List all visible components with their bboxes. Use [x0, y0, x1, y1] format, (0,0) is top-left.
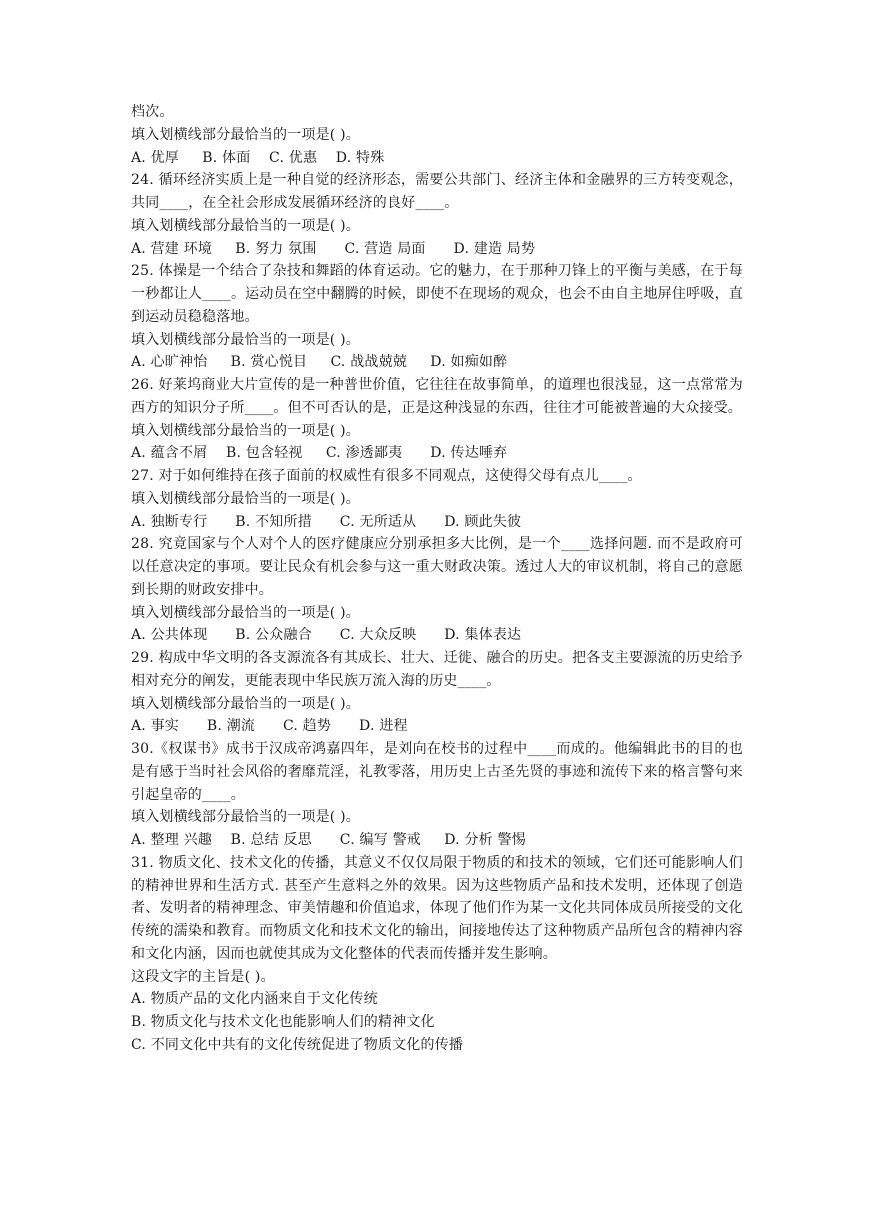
text-line: 填入划横线部分最恰当的一项是( )。: [131, 126, 360, 143]
answer-options: A. 蕴含不屑 B. 包含轻视 C. 渗透鄙夷 D. 传达唾弃: [131, 445, 508, 462]
answer-options: A. 心旷神怡 B. 赏心悦目 C. 战战兢兢 D. 如痴如醉: [131, 354, 508, 371]
text-line: B. 物质文化与技术文化也能影响人们的精神文化: [131, 1014, 435, 1030]
answer-options: A. 整理 兴趣 B. 总结 反思 C. 编写 警戒 D. 分析 警惕: [131, 832, 526, 848]
text-line: 档次。: [131, 104, 174, 120]
document-body: [131, 101, 743, 1057]
question-text: 30.《权谋书》成书于汉成帝鸿嘉四年，是刘向在校书的过程中____而成的。他编辑此书的目的也是有感于当时社会风俗的奢靡荒淫，礼教零落，用历史上古圣先贤的事迹和流传下来的格言警句来引起皇帝的____。: [131, 741, 743, 803]
text-line: 填入划横线部分最恰当的一项是( )。: [131, 331, 360, 348]
answer-options: A. 独断专行 B. 不知所措 C. 无所适从 D. 顾此失彼: [131, 513, 522, 530]
question-text: 31. 物质文化、技术文化的传播，其意义不仅仅局限于物质的和技术的领域，它们还可能影响人们的精神世界和生活方式. 甚至产生意料之外的效果。因为这些物质产品和技术发明，还体现了创造者、发明者的精神理念、审美情趣和价值追求，体现了他们作为某一文化共同体成员所接受的文化传统的濡染和教育。而物质文化和技术文化的输出，间接地传达了这种物质产品所包含的精神内容和文化内涵，因而也就使其成为文化整体的代表而传播并发生影响。: [131, 854, 743, 962]
question-text: 29. 构成中华文明的各支源流各有其成长、壮大、迁徙、融合的历史。把各支主要源流的历史给予相对充分的阐发，更能表现中华民族万流入海的历史____。: [131, 650, 743, 689]
question-text: 28. 究竟国家与个人对个人的医疗健康应分别承担多大比例，是一个____选择问题. 而不是政府可以任意决定的事项。要让民众有机会参与这一重大财政决策。透过人大的审议机制，将自己的意愿到长期的财政安排中。: [131, 536, 743, 598]
question-text: 24. 循环经济实质上是一种自觉的经济形态，需要公共部门、经济主体和金融界的三方转变观念，共同____，在全社会形成发展循环经济的良好____。: [131, 172, 743, 211]
answer-options: A. 事实 B. 潮流 C. 趋势 D. 进程: [131, 718, 408, 735]
text-line: 填入划横线部分最恰当的一项是( )。: [131, 695, 360, 712]
text-line: C. 不同文化中共有的文化传统促进了物质文化的传播: [131, 1036, 464, 1053]
text-line: 填入划横线部分最恰当的一项是( )。: [131, 604, 360, 621]
text-line: 填入划横线部分最恰当的一项是( )。: [131, 490, 360, 507]
question-text: 26. 好莱坞商业大片宣传的是一种普世价值，它往往在故事简单，的道理也很浅显，这一点常常为西方的知识分子所____。但不可否认的是，正是这种浅显的东西，往往才可能被普遍的大众接受。: [131, 377, 743, 416]
text-line: 27. 对于如何维持在孩子面前的权威性有很多不同观点，这使得父母有点儿____。: [131, 468, 642, 484]
text-line: A. 物质产品的文化内涵来自于文化传统: [131, 991, 378, 1008]
answer-options: A. 营建 环境 B. 努力 氛围 C. 营造 局面 D. 建造 局势: [131, 240, 536, 257]
answer-options: A. 公共体现 B. 公众融合 C. 大众反映 D. 集体表达: [131, 627, 522, 644]
text-line: 填入划横线部分最恰当的一项是( )。: [131, 217, 360, 234]
text-line: 填入划横线部分最恰当的一项是( )。: [131, 422, 360, 439]
question-text: 25. 体操是一个结合了杂技和舞蹈的体育运动。它的魅力，在于那种刀锋上的平衡与美感，在于每一秒都让人____。运动员在空中翻腾的时候，即使不在现场的观众，也会不由自主地屏住呼吸，直到运动员稳稳落地。: [131, 263, 743, 325]
text-line: 填入划横线部分最恰当的一项是( )。: [131, 809, 360, 826]
text-line: 这段文字的主旨是( )。: [131, 968, 275, 985]
answer-options: A. 优厚 B. 体面 C. 优惠 D. 特殊: [131, 149, 385, 166]
